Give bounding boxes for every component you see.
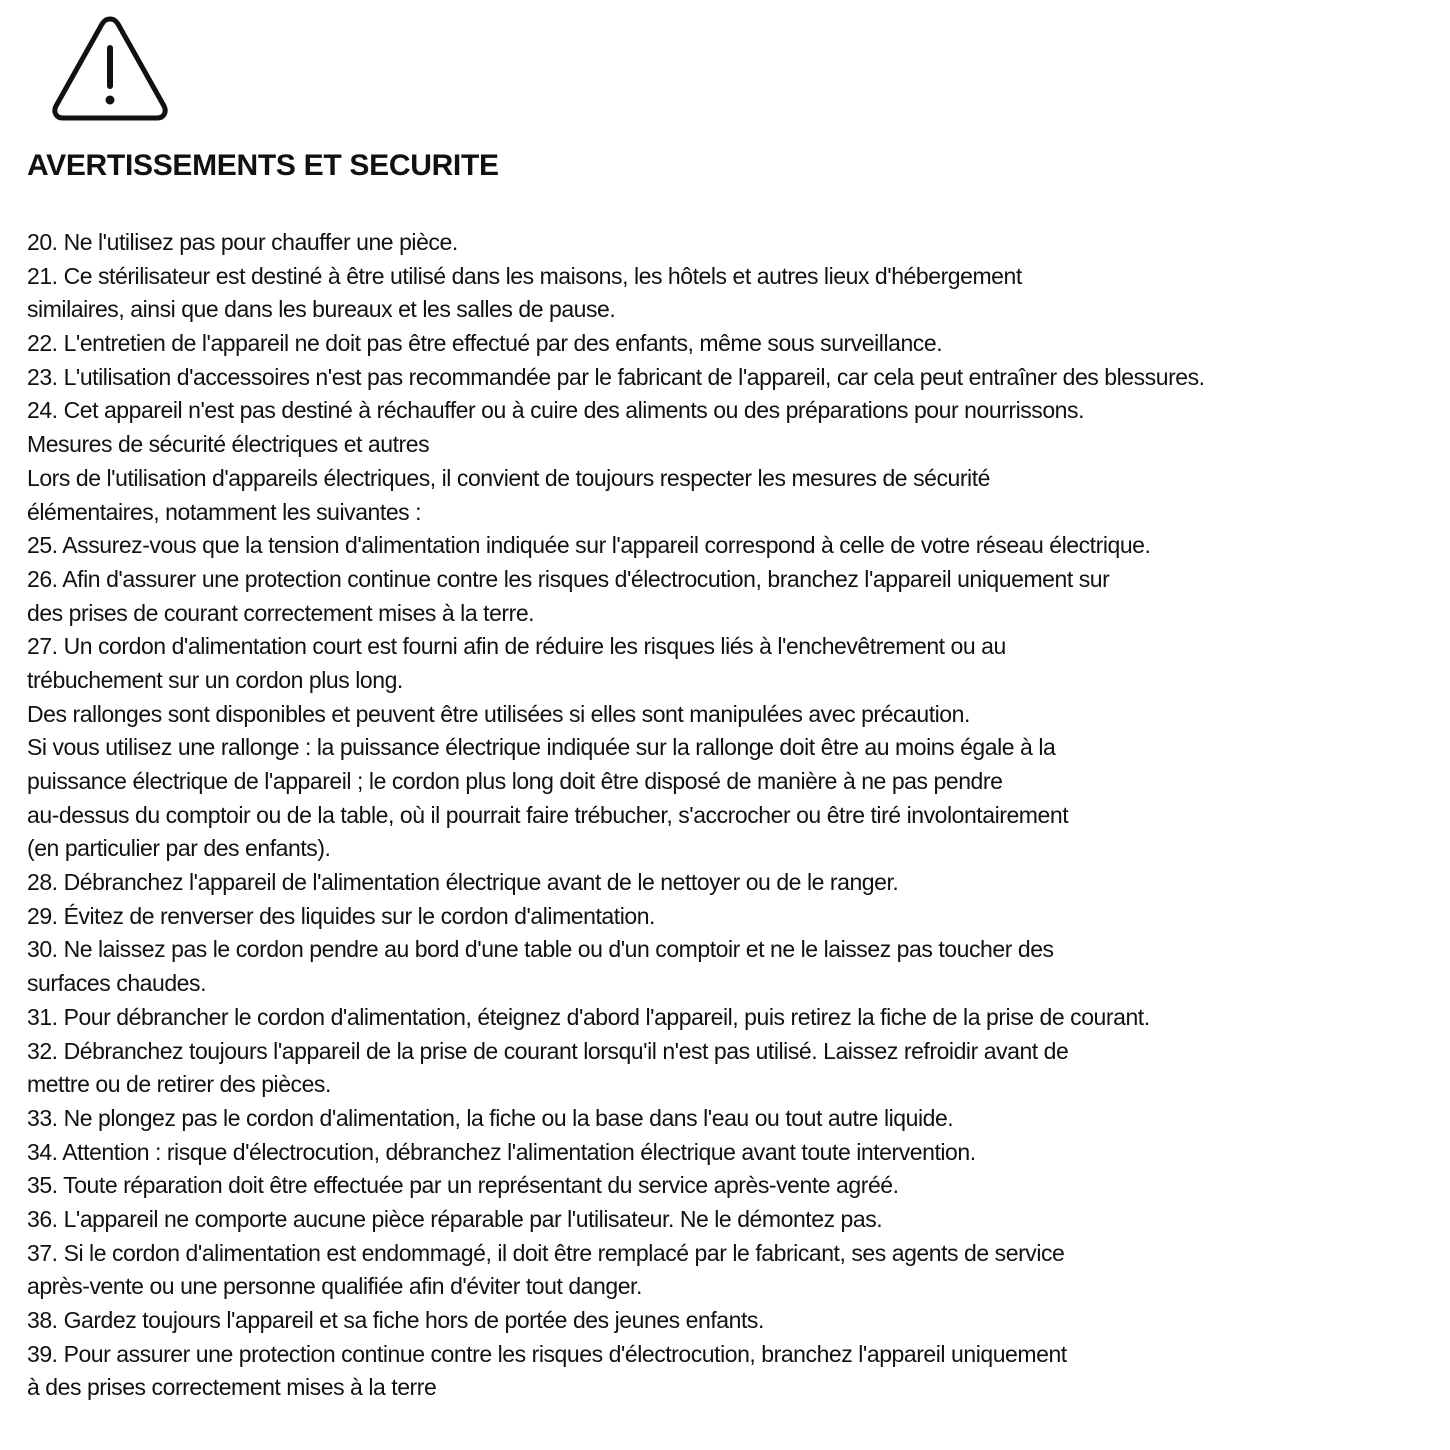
text-line: 29. Évitez de renverser des liquides sur le cordon d'alimentation. (27, 902, 655, 929)
text-line: 35. Toute réparation doit être effectuée par un représentant du service après-vente agréé. (27, 1172, 899, 1199)
text-line: 37. Si le cordon d'alimentation est endommagé, il doit être remplacé par le fabricant, ses agents de service (27, 1239, 1065, 1266)
text-line: 33. Ne plongez pas le cordon d'alimentation, la fiche ou la base dans l'eau ou tout autre liquide. (27, 1104, 954, 1131)
text-line: mettre ou de retirer des pièces. (27, 1071, 331, 1098)
text-line: après-vente ou une personne qualifiée afin d'éviter tout danger. (27, 1273, 642, 1300)
text-line: 31. Pour débrancher le cordon d'alimentation, éteignez d'abord l'appareil, puis retirez la fiche de la prise de courant. (27, 1003, 1150, 1030)
text-line: Des rallonges sont disponibles et peuvent être utilisées si elles sont manipulées avec précaution. (27, 700, 970, 727)
text-line: 32. Débranchez toujours l'appareil de la prise de courant lorsqu'il n'est pas utilisé. Laissez refroidir avant de (27, 1037, 1069, 1064)
text-line: 21. Ce stérilisateur est destiné à être utilisé dans les maisons, les hôtels et autres lieux d'hébergement (27, 262, 1022, 289)
warning-list (27, 226, 1442, 1405)
text-line: (en particulier par des enfants). (27, 835, 331, 862)
text-line: 26. Afin d'assurer une protection continue contre les risques d'électrocution, branchez l'appareil uniquement sur (27, 565, 1110, 592)
text-line: au-dessus du comptoir ou de la table, où il pourrait faire trébucher, s'accrocher ou être tiré involontairement (27, 801, 1069, 828)
text-line: 27. Un cordon d'alimentation court est fourni afin de réduire les risques liés à l'enchevêtrement ou au (27, 633, 1006, 660)
text-line: surfaces chaudes. (27, 970, 207, 997)
text-line: 25. Assurez-vous que la tension d'alimentation indiquée sur l'appareil correspond à celle de votre réseau électrique. (27, 532, 1151, 559)
text-line: trébuchement sur un cordon plus long. (27, 666, 403, 693)
text-line: 24. Cet appareil n'est pas destiné à réchauffer ou à cuire des aliments ou des préparations pour nourrissons. (27, 397, 1085, 424)
text-line: Si vous utilisez une rallonge : la puissance électrique indiquée sur la rallonge doit être au moins égale à la (27, 734, 1056, 761)
text-line: 36. L'appareil ne comporte aucune pièce réparable par l'utilisateur. Ne le démontez pas. (27, 1205, 883, 1232)
text-line: 39. Pour assurer une protection continue contre les risques d'électrocution, branchez l'appareil uniquement (27, 1340, 1067, 1367)
text-line: puissance électrique de l'appareil ; le cordon plus long doit être disposé de manière à ne pas pendre (27, 768, 1003, 794)
text-line: 30. Ne laissez pas le cordon pendre au bord d'une table ou d'un comptoir et ne le laissez pas toucher des (27, 936, 1054, 963)
text-line: 22. L'entretien de l'appareil ne doit pas être effectué par des enfants, même sous surveillance. (27, 330, 943, 357)
text-line: des prises de courant correctement mises à la terre. (27, 599, 535, 626)
text-line: Lors de l'utilisation d'appareils électriques, il convient de toujours respecter les mesures de sécurité (27, 464, 990, 491)
text-line: 23. L'utilisation d'accessoires n'est pas recommandée par le fabricant de l'appareil, car cela peut entraîner des blessures. (27, 363, 1205, 390)
text-line: 34. Attention : risque d'électrocution, débranchez l'alimentation électrique avant toute intervention. (27, 1138, 976, 1165)
text-line: 20. Ne l'utilisez pas pour chauffer une pièce. (27, 229, 458, 255)
warning-triangle-icon (50, 14, 170, 122)
page-title: AVERTISSEMENTS ET SECURITE (27, 149, 499, 182)
text-line: similaires, ainsi que dans les bureaux et les salles de pause. (27, 296, 616, 323)
section-subtitle: Mesures de sécurité électriques et autres (27, 431, 430, 458)
text-line: à des prises correctement mises à la terre (27, 1374, 437, 1401)
text-line: 28. Débranchez l'appareil de l'alimentation électrique avant de le nettoyer ou de le ranger. (27, 869, 899, 896)
text-line: 38. Gardez toujours l'appareil et sa fiche hors de portée des jeunes enfants. (27, 1307, 764, 1333)
text-line: élémentaires, notamment les suivantes : (27, 498, 422, 525)
